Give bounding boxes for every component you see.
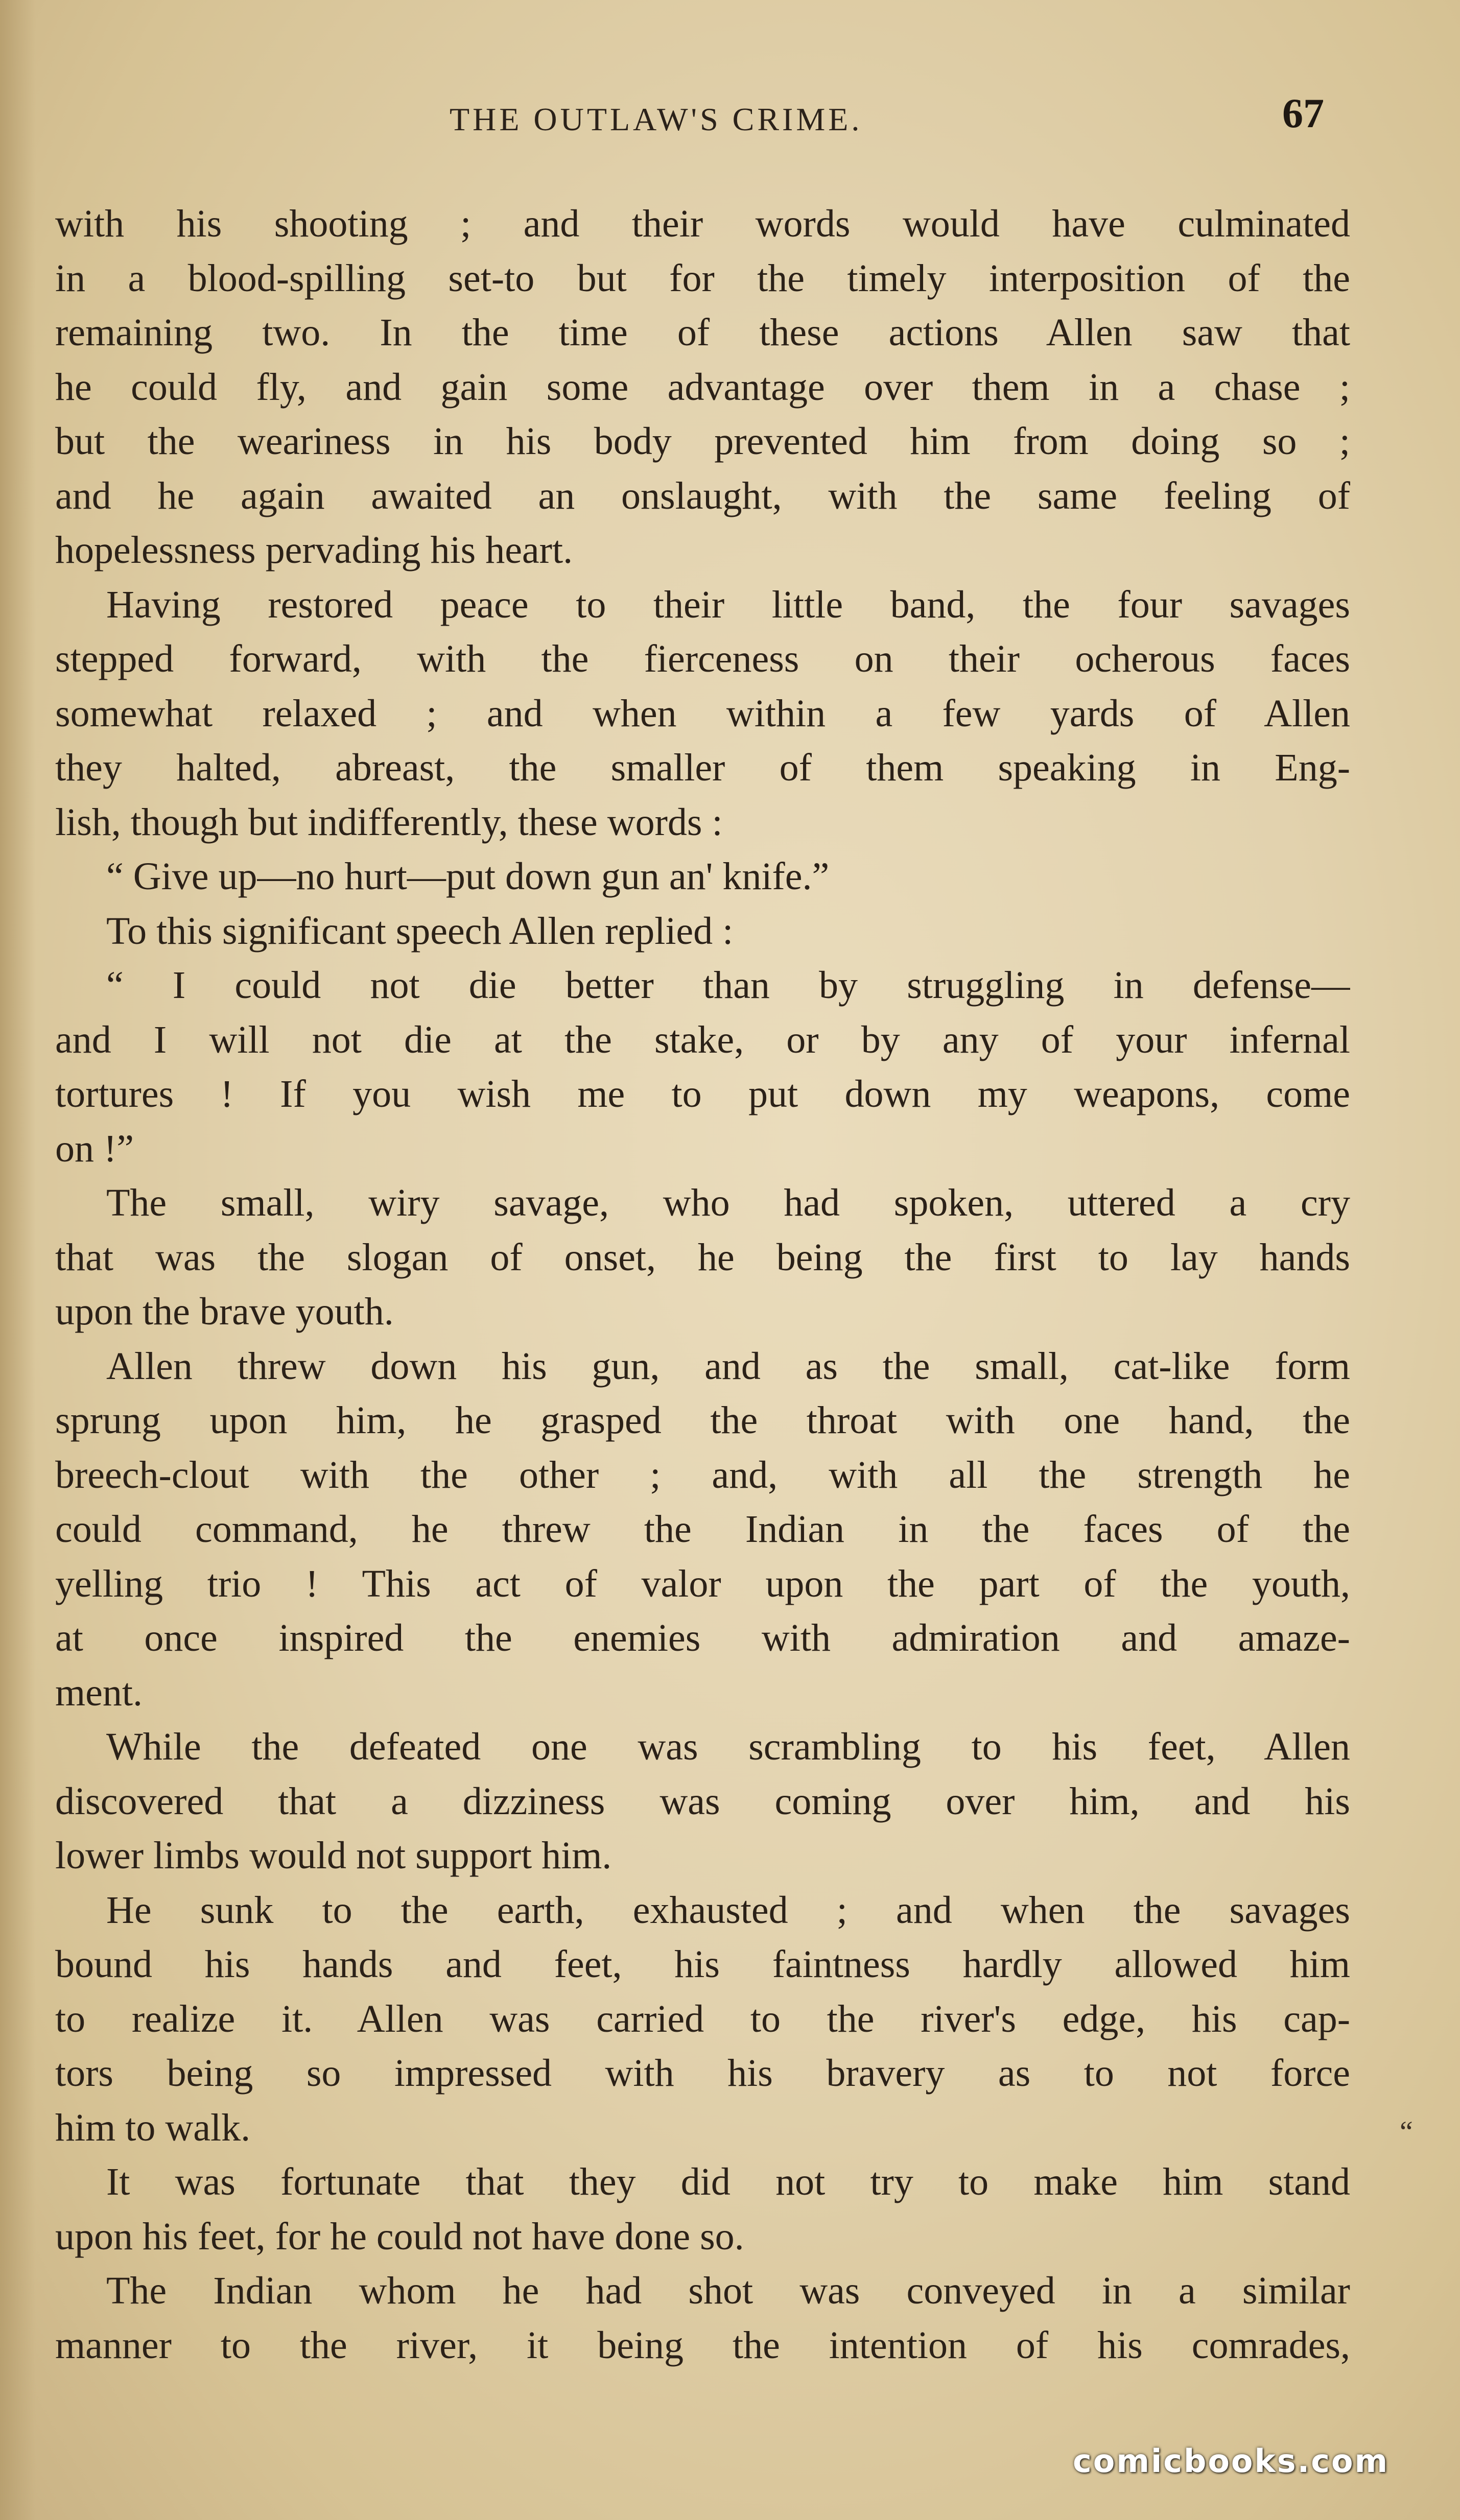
- text-line: hopelessness pervading his heart.: [55, 529, 573, 572]
- text-line: tortures ! If you wish me to put down my weapons, come: [55, 1073, 1350, 1115]
- text-line: upon his feet, for he could not have done so.: [55, 2215, 744, 2258]
- text-line: could command, he threw the Indian in the faces of the: [55, 1508, 1350, 1551]
- text-line: He sunk to the earth, exhausted ; and when the savages: [106, 1888, 1350, 1932]
- body-text: [55, 197, 1350, 2372]
- text-line: but the weariness in his body prevented him from doing so ;: [55, 420, 1350, 463]
- margin-mark: “: [1400, 2115, 1413, 2148]
- page-number: 67: [1282, 90, 1324, 136]
- running-title: THE OUTLAW'S CRIME.: [450, 101, 863, 137]
- text-line: in a blood-spilling set-to but for the timely interposition of the: [55, 256, 1350, 300]
- text-line: yelling trio ! This act of valor upon the part of the youth,: [55, 1562, 1350, 1605]
- text-line: bound his hands and feet, his faintness hardly allowed him: [55, 1943, 1350, 1986]
- text-line: “ Give up—no hurt—put down gun an' knife.”: [106, 855, 830, 898]
- text-line: somewhat relaxed ; and when within a few yards of Allen: [55, 692, 1350, 735]
- text-line: stepped forward, with the fierceness on their ocherous faces: [55, 637, 1350, 680]
- text-line: they halted, abreast, the smaller of them speaking in Eng-: [55, 746, 1350, 789]
- text-line: and he again awaited an onslaught, with the same feeling of: [55, 474, 1350, 517]
- text-line: remaining two. In the time of these actions Allen saw that: [55, 311, 1350, 354]
- text-line: sprung upon him, he grasped the throat with one hand, the: [55, 1399, 1350, 1442]
- text-line: breech-clout with the other ; and, with all the strength he: [55, 1453, 1350, 1496]
- page-header: [0, 89, 1460, 146]
- text-line: The small, wiry savage, who had spoken, uttered a cry: [106, 1181, 1350, 1224]
- text-line: To this significant speech Allen replied :: [106, 909, 734, 953]
- text-line: with his shooting ; and their words would have culminated: [55, 202, 1350, 245]
- page-gutter-shadow: [0, 0, 36, 2520]
- text-line: him to walk.: [55, 2106, 251, 2149]
- text-line: Allen threw down his gun, and as the small, cat-like form: [106, 1344, 1350, 1388]
- text-line: “ I could not die better than by struggling in defense—: [106, 964, 1350, 1007]
- text-line: lish, though but indifferently, these words :: [55, 800, 723, 844]
- text-line: and I will not die at the stake, or by any of your infernal: [55, 1018, 1350, 1061]
- text-line: at once inspired the enemies with admiration and amaze-: [55, 1616, 1350, 1659]
- text-line: discovered that a dizziness was coming over him, and his: [55, 1779, 1350, 1823]
- text-line: to realize it. Allen was carried to the river's edge, his cap-: [55, 1997, 1350, 2040]
- text-line: upon the brave youth.: [55, 1290, 394, 1333]
- text-line: It was fortunate that they did not try to make him stand: [106, 2160, 1350, 2203]
- text-line: Having restored peace to their little band, the four savages: [106, 583, 1350, 626]
- text-line: ment.: [55, 1671, 143, 1714]
- text-line: tors being so impressed with his bravery as to not force: [55, 2052, 1350, 2095]
- text-line: The Indian whom he had shot was conveyed in a similar: [106, 2269, 1350, 2312]
- text-line: that was the slogan of onset, he being the first to lay hands: [55, 1235, 1350, 1279]
- text-line: lower limbs would not support him.: [55, 1834, 612, 1877]
- text-line: While the defeated one was scrambling to his feet, Allen: [106, 1725, 1350, 1768]
- text-line: manner to the river, it being the intention of his comrades,: [55, 2323, 1350, 2367]
- site-watermark: comicbooks.com: [1073, 2442, 1390, 2480]
- text-line: he could fly, and gain some advantage over them in a chase ;: [55, 365, 1350, 409]
- text-line: on !”: [55, 1127, 134, 1170]
